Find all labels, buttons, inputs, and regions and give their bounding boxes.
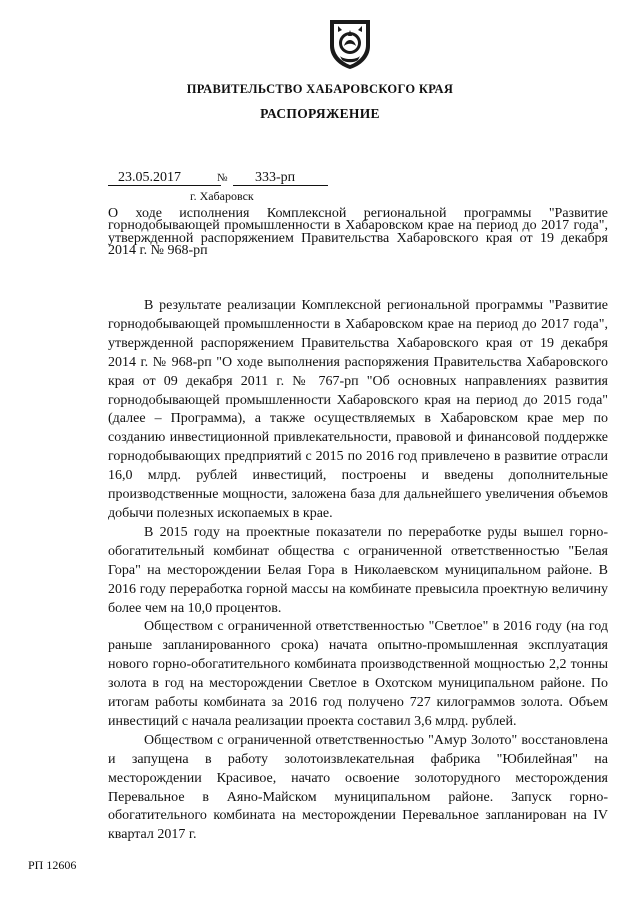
footer-code: РП 12606 xyxy=(28,858,77,872)
document-subject: О ходе исполнения Комплексной региональной программы "Развитие горнодобывающей промышленности в Хабаровском крае на период до 2017 года", утвержденной распоряжением Правительства Хабаровского края от 19 декабря 2014 г. № 968-рп xyxy=(108,206,608,258)
paragraph: В результате реализации Комплексной региональной программы "Развитие горнодобывающей промышленности в Хабаровском крае на период до 2017 года", утвержденной распоряжением Правительства Хабаровского края от 19 декабря 2014 г. № 968-рп "О ходе выполнения распоряжения Правительства Хабаровского края от 09 декабря 2011 г. № 767-рп "Об основных направлениях развития горнодобывающей промышленности Хабаровского края на период до 2015 года" (далее – Программа), а также осуществляемых в Хабаровском крае мер по созданию инвестиционной привлекательности, правовой и финансовой поддержке горнодобывающих предприятий с 2015 по 2016 год привлечено в развитие отрасли 16,0 млрд. рублей инвестиций, построены и введены дополнительные производственные мощности, заложена база для дальнейшего увеличения объемов добычи полезных ископаемых в крае. xyxy=(108,298,608,521)
number-sign: № xyxy=(217,172,228,184)
paragraph: Обществом с ограниченной ответственностью "Светлое" в 2016 году (на год раньше запланированного срока) начата опытно-промышленная эксплуатация нового горно-обогатительного комбината производственной мощностью 2,2 тонны золота в год на месторождении Светлое в Охотском муниципальном районе. По итогам работы комбината за 2016 год получено 727 килограммов золота. Объем инвестиций с начала реализации проекта составил 3,6 млрд. рублей. xyxy=(108,619,608,729)
document-number: 333-рп xyxy=(233,170,328,186)
coat-of-arms-icon xyxy=(326,16,374,70)
paragraph: В 2015 году на проектные показатели по переработке руды вышел горно-обогатительный комбинат общества с ограниченной ответственностью "Белая Гора" на месторождении Белая Гора в Николаевском муниципальном районе. В 2016 году переработка горной массы на комбинате превысила проектную величину более чем на 10,0 процентов. xyxy=(108,524,608,616)
document-body xyxy=(108,297,608,845)
government-title: ПРАВИТЕЛЬСТВО ХАБАРОВСКОГО КРАЯ xyxy=(186,82,454,96)
document-type: РАСПОРЯЖЕНИЕ xyxy=(260,106,380,121)
document-city: г. Хабаровск xyxy=(190,189,254,203)
paragraph: Обществом с ограниченной ответственностью "Амур Золото" восстановлена и запущена в работу золотоизвлекательная фабрика "Юбилейная" на месторождении Красивое, начато освоение золоторудного месторождения Перевальное в Аяно-Майском муниципальном районе. Запуск горно-обогатительного комбината на месторождении Перевальное запланирован на IV квартал 2017 г. xyxy=(108,732,608,843)
document-date: 23.05.2017 xyxy=(108,170,221,186)
